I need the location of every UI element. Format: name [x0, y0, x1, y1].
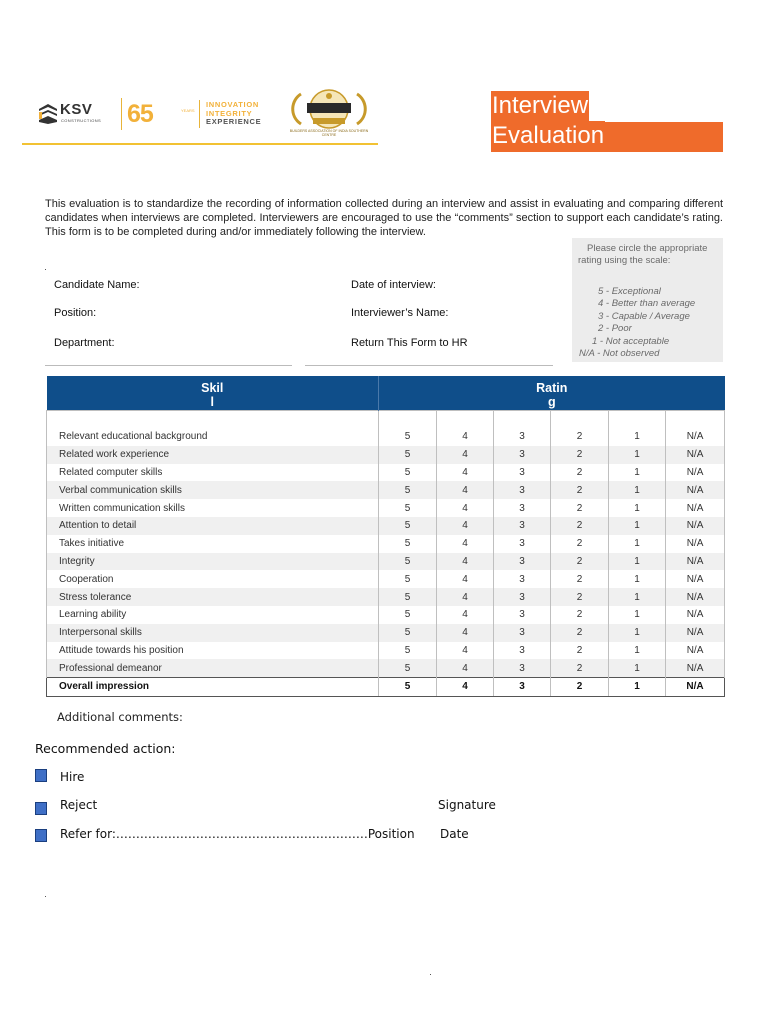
rating-1-option[interactable]: 1 [609, 535, 666, 553]
rating-1-option[interactable]: 1 [609, 428, 666, 446]
rating-5-option[interactable]: 5 [379, 659, 437, 677]
date-label: Date [440, 827, 469, 841]
rating-1-option[interactable]: 1 [609, 481, 666, 499]
interviewer-name-label: Interviewer’s Name: [351, 307, 449, 319]
rating-5-option[interactable]: 5 [379, 499, 437, 517]
stray-dot [45, 896, 46, 897]
overall-impression-row [47, 677, 725, 696]
table-row [47, 570, 725, 588]
rating-4-option[interactable]: 4 [437, 517, 494, 535]
rating-5-option[interactable]: 5 [379, 606, 437, 624]
rating-na-option[interactable]: N/A [666, 535, 725, 553]
scale-item-1: 1 - Not acceptable [592, 336, 670, 347]
rating-4-option[interactable]: 4 [437, 464, 494, 482]
skill-name: Learning ability [47, 606, 379, 624]
rating-3-option[interactable]: 3 [494, 428, 551, 446]
rating-5-option[interactable]: 5 [379, 535, 437, 553]
rating-na-option[interactable]: N/A [666, 464, 725, 482]
rating-1-option[interactable]: 1 [609, 570, 666, 588]
rating-na-option[interactable]: N/A [666, 553, 725, 571]
hire-checkbox[interactable] [35, 769, 47, 782]
skill-name: Written communication skills [47, 499, 379, 517]
skill-name: Attention to detail [47, 517, 379, 535]
refer-for-position-field[interactable]: Refer for:………………………………………………………Position [60, 827, 415, 841]
rating-5-option[interactable]: 5 [379, 588, 437, 606]
rating-3-option[interactable]: 3 [494, 642, 551, 660]
rating-3-option[interactable]: 3 [494, 588, 551, 606]
award-emblem [283, 88, 375, 136]
table-row [47, 446, 725, 464]
table-spacer-row [47, 410, 725, 428]
rating-na-option[interactable]: N/A [666, 570, 725, 588]
table-row [47, 428, 725, 446]
skill-header-line-2: l [210, 395, 214, 409]
rating-5-option[interactable]: 5 [379, 446, 437, 464]
ksv-emblem-icon [38, 103, 58, 125]
rating-na-option[interactable]: N/A [666, 659, 725, 677]
rating-4-option[interactable]: 4 [437, 553, 494, 571]
skill-header-line-1: Skil [201, 381, 224, 395]
rating-5-option[interactable]: 5 [379, 481, 437, 499]
rating-4-option[interactable]: 4 [437, 481, 494, 499]
stray-dot [430, 974, 431, 975]
rating-1-option[interactable]: 1 [609, 677, 666, 696]
rating-4-option[interactable]: 4 [437, 677, 494, 696]
spacer-cell [379, 410, 437, 428]
return-to-hr-label: Return This Form to HR [351, 337, 468, 349]
table-row [47, 481, 725, 499]
rating-na-option[interactable]: N/A [666, 624, 725, 642]
table-row [47, 659, 725, 677]
skill-name: Relevant educational background [47, 428, 379, 446]
rating-5-option[interactable]: 5 [379, 517, 437, 535]
rating-na-option[interactable]: N/A [666, 481, 725, 499]
scale-item-4: 4 - Better than average [598, 298, 696, 309]
rating-2-option[interactable]: 2 [551, 642, 609, 660]
rating-header-line-2: g [547, 395, 556, 409]
intro-paragraph: This evaluation is to standardize the recording of information collected during an interview and assist in evaluating and comparing different candidates when interviews are completed. Interviewers are encouraged to use the “comments” section to support each candidate’s rating. This form is to be completed during and/or immediately following the interview. [45, 198, 723, 239]
skill-name: Integrity [47, 553, 379, 571]
position-label: Position: [54, 307, 97, 319]
rating-1-option[interactable]: 1 [609, 642, 666, 660]
rating-3-option[interactable]: 3 [494, 517, 551, 535]
rating-3-option[interactable]: 3 [494, 481, 551, 499]
rating-table-body [47, 410, 725, 696]
spacer-cell [47, 410, 379, 428]
rating-3-option[interactable]: 3 [494, 606, 551, 624]
spacer-cell [609, 410, 666, 428]
scale-item-2: 2 - Poor [598, 323, 632, 334]
header-gold-rule [22, 143, 378, 145]
rating-na-option[interactable]: N/A [666, 642, 725, 660]
rating-2-option[interactable]: 2 [551, 446, 609, 464]
table-row [47, 624, 725, 642]
rating-header-line-1: Ratin [536, 381, 568, 395]
rating-4-option[interactable]: 4 [437, 499, 494, 517]
signature-label: Signature [438, 798, 496, 812]
rating-3-option[interactable]: 3 [494, 499, 551, 517]
table-row [47, 553, 725, 571]
tagline [206, 101, 261, 127]
header-divider [199, 100, 200, 128]
stray-dot [45, 269, 46, 270]
candidate-name-label: Candidate Name: [54, 279, 140, 291]
rating-2-option[interactable]: 2 [551, 624, 609, 642]
rating-2-option[interactable]: 2 [551, 606, 609, 624]
table-row [47, 588, 725, 606]
rating-3-option[interactable]: 3 [494, 553, 551, 571]
table-row [47, 464, 725, 482]
title-line-2: Evaluation [492, 122, 605, 149]
skill-name: Interpersonal skills [47, 624, 379, 642]
award-wreath-icon [283, 88, 375, 130]
rating-4-option[interactable]: 4 [437, 535, 494, 553]
rating-3-option[interactable]: 3 [494, 535, 551, 553]
tagline-experience: EXPERIENCE [206, 117, 262, 126]
scale-item-3: 3 - Capable / Average [598, 311, 690, 322]
table-row [47, 499, 725, 517]
award-caption: BUILDERS ASSOCIATION OF INDIA SOUTHERN CENTRE [289, 129, 369, 137]
rating-3-option[interactable]: 3 [494, 624, 551, 642]
scale-heading-text: Please circle the appropriate rating using the scale: [578, 243, 708, 266]
rating-2-option[interactable]: 2 [551, 570, 609, 588]
scale-item-na: N/A - Not observed [579, 348, 660, 359]
rating-2-option[interactable]: 2 [551, 481, 609, 499]
rating-na-option[interactable]: N/A [666, 606, 725, 624]
spacer-cell [437, 410, 494, 428]
rating-5-option[interactable]: 5 [379, 677, 437, 696]
refer-for-checkbox[interactable] [35, 829, 47, 842]
tagline-integrity: INTEGRITY [206, 108, 253, 118]
skill-name: Related computer skills [47, 464, 379, 482]
rating-na-option[interactable]: N/A [666, 446, 725, 464]
skill-name: Stress tolerance [47, 588, 379, 606]
rating-5-option[interactable]: 5 [379, 642, 437, 660]
table-header-row [47, 376, 725, 410]
rating-5-option[interactable]: 5 [379, 624, 437, 642]
skill-name: Cooperation [47, 570, 379, 588]
rating-5-option[interactable]: 5 [379, 570, 437, 588]
rating-3-option[interactable]: 3 [494, 464, 551, 482]
spacer-cell [551, 410, 609, 428]
header-divider [121, 98, 122, 130]
recommended-action-heading: Recommended action: [35, 741, 176, 756]
rating-scale-box [572, 238, 723, 362]
scale-heading [578, 243, 723, 267]
skill-name: Overall impression [47, 677, 379, 696]
rating-2-option[interactable]: 2 [551, 659, 609, 677]
rating-1-option[interactable]: 1 [609, 446, 666, 464]
rating-1-option[interactable]: 1 [609, 606, 666, 624]
rating-na-option[interactable]: N/A [666, 428, 725, 446]
page-title [491, 91, 605, 151]
rating-3-option[interactable]: 3 [494, 659, 551, 677]
hire-label: Hire [60, 770, 85, 784]
rating-2-option[interactable]: 2 [551, 517, 609, 535]
rating-1-option[interactable]: 1 [609, 588, 666, 606]
rating-1-option[interactable]: 1 [609, 517, 666, 535]
rating-table [46, 376, 725, 697]
rating-5-option[interactable]: 5 [379, 428, 437, 446]
table-row [47, 535, 725, 553]
rating-na-option[interactable]: N/A [666, 588, 725, 606]
rating-3-option[interactable]: 3 [494, 570, 551, 588]
ksv-logo [36, 99, 120, 129]
rating-1-option[interactable]: 1 [609, 553, 666, 571]
rating-4-option[interactable]: 4 [437, 642, 494, 660]
rating-column-header [379, 376, 725, 410]
rating-5-option[interactable]: 5 [379, 464, 437, 482]
rating-2-option[interactable]: 2 [551, 535, 609, 553]
rating-2-option[interactable]: 2 [551, 428, 609, 446]
rating-na-option[interactable]: N/A [666, 499, 725, 517]
anniversary-number: 65 [127, 100, 153, 128]
rating-4-option[interactable]: 4 [437, 428, 494, 446]
rating-1-option[interactable]: 1 [609, 464, 666, 482]
skill-name: Professional demeanor [47, 659, 379, 677]
rating-5-option[interactable]: 5 [379, 553, 437, 571]
rating-4-option[interactable]: 4 [437, 588, 494, 606]
rating-na-option[interactable]: N/A [666, 677, 725, 696]
rating-2-option[interactable]: 2 [551, 677, 609, 696]
spacer-cell [666, 410, 725, 428]
reject-checkbox[interactable] [35, 802, 47, 815]
rating-4-option[interactable]: 4 [437, 606, 494, 624]
rating-2-option[interactable]: 2 [551, 588, 609, 606]
rating-4-option[interactable]: 4 [437, 659, 494, 677]
rating-4-option[interactable]: 4 [437, 446, 494, 464]
rating-2-option[interactable]: 2 [551, 499, 609, 517]
logo-sub: CONSTRUCTIONS [61, 118, 102, 123]
reject-label: Reject [60, 798, 98, 812]
table-row [47, 642, 725, 660]
rating-4-option[interactable]: 4 [437, 624, 494, 642]
additional-comments-label: Additional comments: [57, 710, 183, 724]
return-underline [305, 365, 553, 366]
skill-name: Attitude towards his position [47, 642, 379, 660]
skill-name: Verbal communication skills [47, 481, 379, 499]
table-row [47, 606, 725, 624]
rating-1-option[interactable]: 1 [609, 499, 666, 517]
spacer-cell [494, 410, 551, 428]
title-line-1: Interview [492, 92, 589, 119]
table-row [47, 517, 725, 535]
rating-3-option[interactable]: 3 [494, 446, 551, 464]
skill-name: Takes initiative [47, 535, 379, 553]
rating-1-option[interactable]: 1 [609, 659, 666, 677]
logo-brand: KSV [60, 101, 93, 118]
anniversary-sub: YEARS [181, 108, 195, 113]
rating-1-option[interactable]: 1 [609, 624, 666, 642]
scale-item-5: 5 - Exceptional [598, 286, 661, 297]
date-of-interview-label: Date of interview: [351, 279, 436, 291]
rating-na-option[interactable]: N/A [666, 517, 725, 535]
skill-column-header [47, 376, 379, 410]
rating-2-option[interactable]: 2 [551, 464, 609, 482]
rating-3-option[interactable]: 3 [494, 677, 551, 696]
department-label: Department: [54, 337, 115, 349]
rating-2-option[interactable]: 2 [551, 553, 609, 571]
rating-4-option[interactable]: 4 [437, 570, 494, 588]
department-underline [45, 365, 292, 366]
tagline-innovation: INNOVATION [206, 100, 259, 109]
skill-name: Related work experience [47, 446, 379, 464]
